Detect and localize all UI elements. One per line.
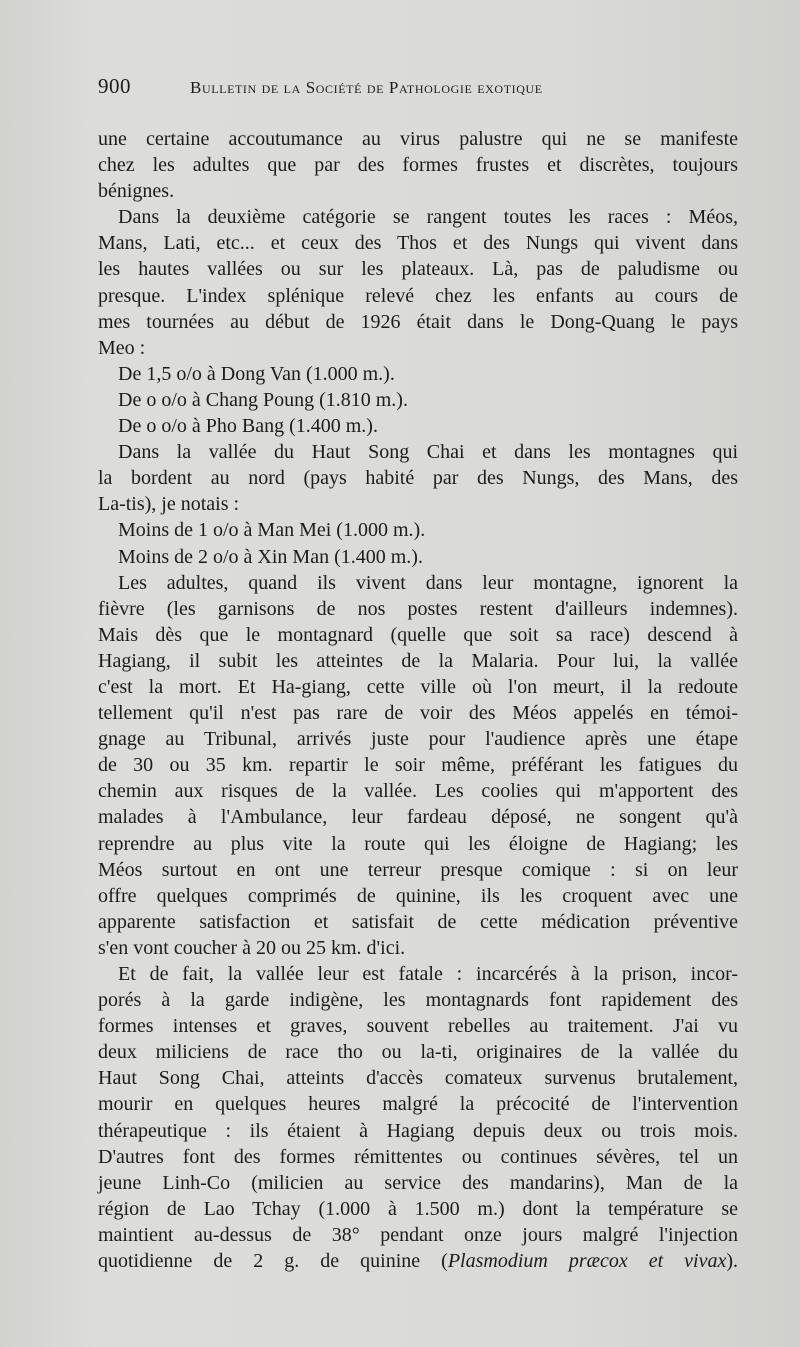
text-line-content: offre quelques comprimés de quinine, ils les croquent avec une [98,884,738,907]
text-line [98,387,738,413]
text-line [98,1196,738,1222]
text-line [98,909,738,935]
page-header [98,72,658,102]
text-line [98,778,738,804]
text-line-content: de 30 ou 35 km. repartir le soir même, préférant les fatigues du [98,754,738,777]
text-line-content: thérapeutique : ils étaient à Hagiang depuis deux ou trois mois. [98,1119,738,1142]
text-line [98,700,738,726]
text-line-content: De o o/o à Chang Poung (1.810 m.). [118,388,408,411]
text-line-content: Meo : [98,336,146,359]
text-line-content: les hautes vallées ou sur les plateaux. Là, pas de paludisme ou [98,258,738,281]
text-line-content: fièvre (les garnisons de nos postes restent d'ailleurs indemnes). [98,597,738,620]
text-line-content: porés à la garde indigène, les montagnards font rapidement des [98,989,738,1012]
text-line [98,726,738,752]
text-line-content: Et de fait, la vallée leur est fatale : incarcérés à la prison, incor- [118,963,738,985]
text-line-content: De o o/o à Pho Bang (1.400 m.). [118,415,378,438]
text-line-content: apparente satisfaction et satisfait de cette médication préventive [98,910,738,933]
text-line-content: Moins de 2 o/o à Xin Man (1.400 m.). [118,545,423,568]
text-line [98,1039,738,1065]
text-line-content: reprendre au plus vite la route qui les éloigne de Hagiang; les [98,832,738,855]
text-line-content: une certaine accoutumance au virus palustre qui ne se manifeste [98,128,738,150]
text-line-content: la bordent au nord (pays habité par des Nungs, des Mans, des [98,467,738,490]
text-line [98,413,738,439]
text-line-content: deux miliciens de race tho ou la-ti, originaires de la vallée du [98,1041,738,1064]
text-line-content: quotidienne de 2 g. de quinine ( [98,1250,448,1273]
text-line [98,544,738,570]
text-line-content: La-tis), je notais : [98,493,240,516]
text-line [98,309,738,335]
text-line-content: malades à l'Ambulance, leur fardeau déposé, ne songent qu'à [98,806,738,829]
text-line-content: Dans la vallée du Haut Song Chai et dans les montagnes qui [118,441,738,464]
text-line-content: Moins de 1 o/o à Man Mei (1.000 m.). [118,519,426,542]
running-title: Bulletin de la Société de Pathologie exotique [190,78,543,97]
text-line [98,491,738,517]
text-line-content: bénignes. [98,180,175,203]
text-line [98,126,738,152]
text-line [98,935,738,961]
text-line-content: Mans, Lati, etc... et ceux des Thos et des Nungs qui vivent dans [98,232,738,255]
text-line [98,804,738,830]
species-name-italic: Plasmodium præcox et vivax [447,1250,727,1273]
text-line-content: jeune Linh-Co (milicien au service des mandarins), Man de la [98,1171,738,1194]
text-line-content: Hagiang, il subit les atteintes de la Malaria. Pour lui, la vallée [98,649,738,672]
text-line [98,152,738,178]
text-line [98,178,738,204]
text-line [98,256,738,282]
text-line-content: tellement qu'il n'est pas rare de voir des Méos appelés en témoi- [98,702,738,725]
text-line-content: formes intenses et graves, souvent rebelles au traitement. J'ai vu [98,1015,738,1038]
text-line-content: Mais dès que le montagnard (quelle que soit sa race) descend à [98,623,738,646]
text-line [98,570,738,596]
text-line-content: D'autres font des formes rémittentes ou continues sévères, tel un [98,1145,738,1168]
text-line-content: s'en vont coucher à 20 ou 25 km. d'ici. [98,936,406,959]
text-line [98,622,738,648]
text-line [98,1013,738,1039]
text-line-content: gnage au Tribunal, arrivés juste pour l'audience après une étape [98,728,738,751]
text-line [98,1222,738,1248]
text-line-content: Méos surtout en ont une terreur presque comique : si on leur [98,858,738,881]
text-line [98,961,738,987]
text-line [98,1248,738,1274]
text-line [98,674,738,700]
text-line [98,1144,738,1170]
text-line [98,361,738,387]
text-line-content: Les adultes, quand ils vivent dans leur montagne, ignorent la [118,571,738,594]
text-line-tail: ). [726,1250,738,1273]
text-line [98,596,738,622]
text-line-content: Dans la deuxième catégorie se rangent toutes les races : Méos, [118,206,738,229]
text-line-content: c'est la mort. Et Ha-giang, cette ville où l'on meurt, il la redoute [98,675,738,698]
text-line [98,752,738,778]
text-line [98,857,738,883]
text-line-content: mes tournées au début de 1926 était dans le Dong-Quang le pays [98,310,738,333]
article-body [98,126,738,1274]
text-line [98,1091,738,1117]
text-line [98,648,738,674]
text-line [98,335,738,361]
text-line [98,204,738,230]
text-line-content: presque. L'index splénique relevé chez les enfants au cours de [98,284,738,307]
text-line [98,987,738,1013]
text-line-content: chez les adultes que par des formes frustes et discrètes, toujours [98,154,738,177]
text-line [98,1065,738,1091]
text-line-content: région de Lao Tchay (1.000 à 1.500 m.) dont la température se [98,1197,738,1220]
text-line [98,883,738,909]
text-line [98,1118,738,1144]
text-line [98,517,738,543]
text-line-content: De 1,5 o/o à Dong Van (1.000 m.). [118,362,395,385]
text-line-content: Haut Song Chai, atteints d'accès comateux survenus brutalement, [98,1067,738,1090]
text-line [98,831,738,857]
text-line [98,465,738,491]
text-line-content: maintient au-dessus de 38° pendant onze jours malgré l'injection [98,1223,738,1246]
text-line [98,439,738,465]
text-line-content: mourir en quelques heures malgré la précocité de l'intervention [98,1093,738,1116]
text-line [98,283,738,309]
text-line [98,1170,738,1196]
text-line-content: chemin aux risques de la vallée. Les coolies qui m'apportent des [98,780,738,803]
page-number: 900 [98,74,131,98]
text-line [98,230,738,256]
